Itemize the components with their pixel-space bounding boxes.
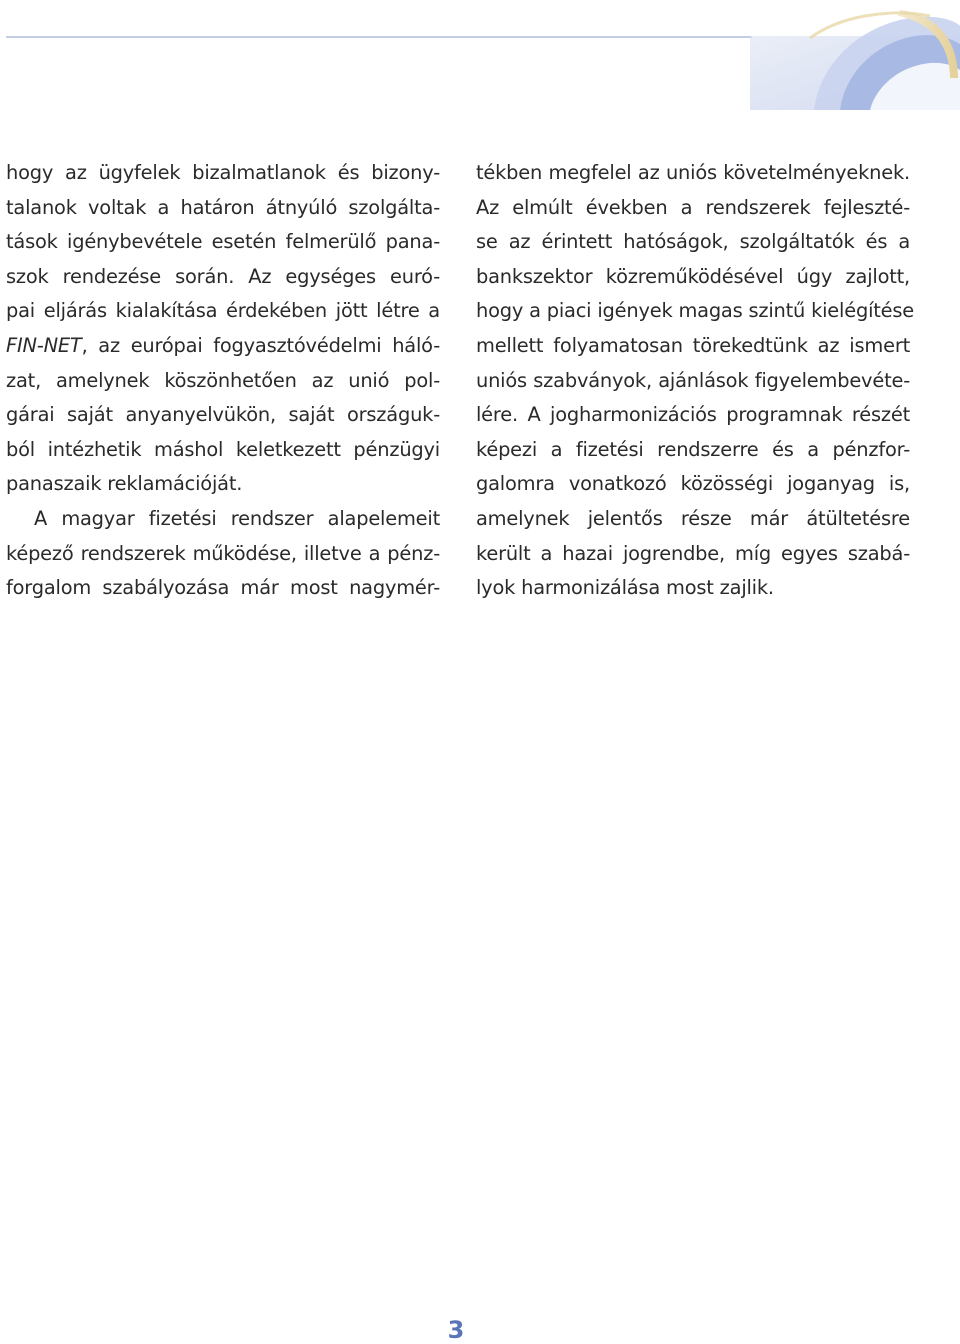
- text-line: képezi a fizetési rendszerre és a pénzfor-: [476, 437, 910, 461]
- text-line: amelynek jelentős része már átültetésre: [476, 506, 910, 530]
- text-line: gárai saját anyanyelvükön, saját országuk-: [6, 403, 440, 427]
- right-text-column: [476, 156, 915, 606]
- text-line: pai eljárás kialakítása érdekében jött létre a: [6, 299, 440, 323]
- left-text-column: [6, 156, 440, 606]
- text-line: ból intézhetik máshol keletkezett pénzügyi: [6, 437, 440, 461]
- text-line: forgalom szabályozása már most nagymér-: [6, 576, 440, 600]
- text-line: panaszaik reklamációját.: [6, 472, 243, 496]
- text-line: lére. A jogharmonizációs programnak részét: [476, 403, 910, 427]
- text-line: Az elmúlt években a rendszerek fejleszté-: [476, 195, 910, 219]
- text-line: lyok harmonizálása most zajlik.: [476, 576, 774, 600]
- text-line: A magyar fizetési rendszer alapelemeit: [34, 506, 440, 530]
- text-line: képező rendszerek működése, illetve a pénz-: [6, 541, 440, 565]
- text-line: mellett folyamatosan törekedtünk az ismert: [476, 333, 910, 357]
- text-line: uniós szabványok, ajánlások figyelembevéte-: [476, 368, 910, 392]
- fin-net-term: FIN-NET: [6, 333, 82, 357]
- text-line: szok rendezése során. Az egységes euró-: [6, 264, 440, 288]
- text-line: galomra vonatkozó közösségi joganyag is,: [476, 472, 910, 496]
- text-line: se az érintett hatóságok, szolgáltatók és a: [476, 230, 910, 254]
- page-number: 3: [447, 1316, 465, 1344]
- text-line: bankszektor közreműködésével úgy zajlott,: [476, 264, 910, 288]
- text-line: került a hazai jogrendbe, míg egyes szabá-: [476, 541, 910, 565]
- text-line: hogy a piaci igények magas szintű kielégítése: [476, 299, 915, 323]
- text-line: hogy az ügyfelek bizalmatlanok és bizony-: [6, 161, 440, 184]
- logo-emblem: [750, 8, 960, 110]
- text-line: zat, amelynek köszönhetően az unió pol-: [6, 368, 440, 392]
- text-line: tások igénybevétele esetén felmerülő pana-: [6, 230, 440, 254]
- text-fragment: , az európai fogyasztóvédelmi háló-: [81, 333, 440, 357]
- text-line: talanok voltak a határon átnyúló szolgálta-: [6, 195, 440, 219]
- text-line: tékben megfelel az uniós követelményeknek.: [476, 161, 910, 184]
- header-rule: [6, 36, 752, 38]
- text-line-fin-net: [6, 329, 440, 364]
